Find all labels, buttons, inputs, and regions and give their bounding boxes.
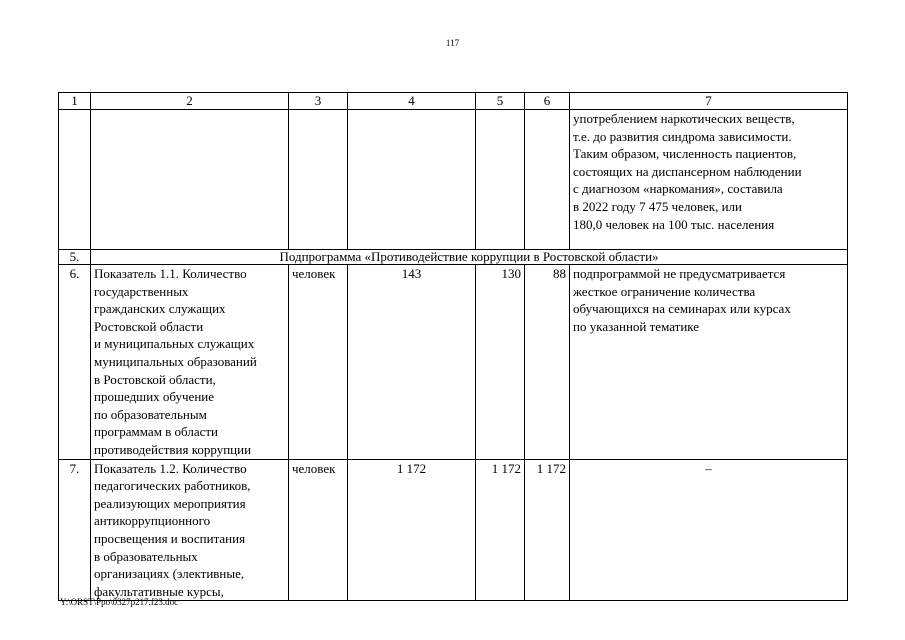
note-line: по указанной тематике (573, 318, 700, 334)
note-line: подпрограммой не предусматривается (573, 266, 786, 281)
column-header-5: 5 (476, 93, 525, 110)
indicator-line: и муниципальных служащих (94, 336, 255, 352)
value-cell-col5: 1 172 (476, 459, 525, 601)
subprogram-title: Подпрограмма «Противодействие коррупции в Ростовской области» (91, 250, 848, 265)
column-header-6: 6 (525, 93, 570, 110)
note-line: с диагнозом «наркомания», составила (573, 181, 783, 197)
indicator-line: антикоррупционного (94, 513, 211, 529)
column-header-7: 7 (570, 93, 848, 110)
indicator-line: программам в области (94, 424, 219, 440)
cell-empty (289, 110, 348, 250)
note-line: 180,0 человек на 100 тыс. населения (573, 216, 775, 232)
indicator-line: организациях (элективные, (94, 566, 245, 582)
row-number: 6. (59, 265, 91, 460)
value-cell-col4: 143 (348, 265, 476, 460)
note-line: употреблением наркотических веществ, (573, 111, 795, 126)
note-line: т.е. до развития синдрома зависимости. (573, 128, 792, 144)
table-row (59, 265, 848, 460)
value-cell-col4: 1 172 (348, 459, 476, 601)
value-cell-col6: 88 (525, 265, 570, 460)
note-line: Таким образом, численность пациентов, (573, 146, 797, 162)
indicator-line: в образовательных (94, 548, 198, 564)
cell-empty (91, 110, 289, 250)
note-line: в 2022 году 7 475 человек, или (573, 198, 742, 214)
note-cell (570, 265, 848, 460)
note-line: обучающихся на семинарах или курсах (573, 301, 791, 317)
table-row (59, 459, 848, 601)
continuation-note-cell (570, 110, 848, 250)
indicator-line: государственных (94, 283, 189, 299)
indicator-line: Ростовской области (94, 318, 204, 334)
indicator-line: факультативные курсы, (94, 583, 224, 599)
unit-cell: человек (289, 459, 348, 601)
column-header-2: 2 (91, 93, 289, 110)
indicator-line: прошедших обучение (94, 389, 215, 405)
row-number: 7. (59, 459, 91, 601)
column-header-1: 1 (59, 93, 91, 110)
table-row-continuation (59, 110, 848, 250)
unit-cell: человек (289, 265, 348, 460)
indicators-table (58, 92, 848, 601)
column-header-4: 4 (348, 93, 476, 110)
indicator-line: педагогических работников, (94, 478, 251, 494)
indicator-line: Показатель 1.2. Количество (94, 460, 247, 476)
value-cell-col5: 130 (476, 265, 525, 460)
note-cell: – (570, 459, 848, 601)
indicator-line: противодействия коррупции (94, 441, 252, 457)
table-row-subprogram (59, 250, 848, 265)
value-cell-col6: 1 172 (525, 459, 570, 601)
cell-empty (348, 110, 476, 250)
indicator-line: гражданских служащих (94, 301, 226, 317)
indicator-line: реализующих мероприятия (94, 495, 246, 511)
indicator-cell (91, 265, 289, 460)
table-header-row (59, 93, 848, 110)
column-header-3: 3 (289, 93, 348, 110)
page-number: 117 (445, 38, 460, 48)
cell-empty (59, 110, 91, 250)
indicator-line: просвещения и воспитания (94, 530, 246, 546)
indicator-line: в Ростовской области, (94, 371, 216, 387)
indicator-line: муниципальных образований (94, 353, 257, 369)
indicator-cell (91, 459, 289, 601)
indicator-line: Показатель 1.1. Количество (94, 266, 247, 281)
file-path-footer: Y:\ORST\Ppo\0327p217.f23.doc (60, 597, 179, 607)
note-line: состоящих на диспансерном наблюдении (573, 163, 802, 179)
row-number: 5. (59, 250, 91, 265)
cell-empty (525, 110, 570, 250)
indicator-line: по образовательным (94, 406, 207, 422)
note-line: жесткое ограничение количества (573, 283, 756, 299)
cell-empty (476, 110, 525, 250)
